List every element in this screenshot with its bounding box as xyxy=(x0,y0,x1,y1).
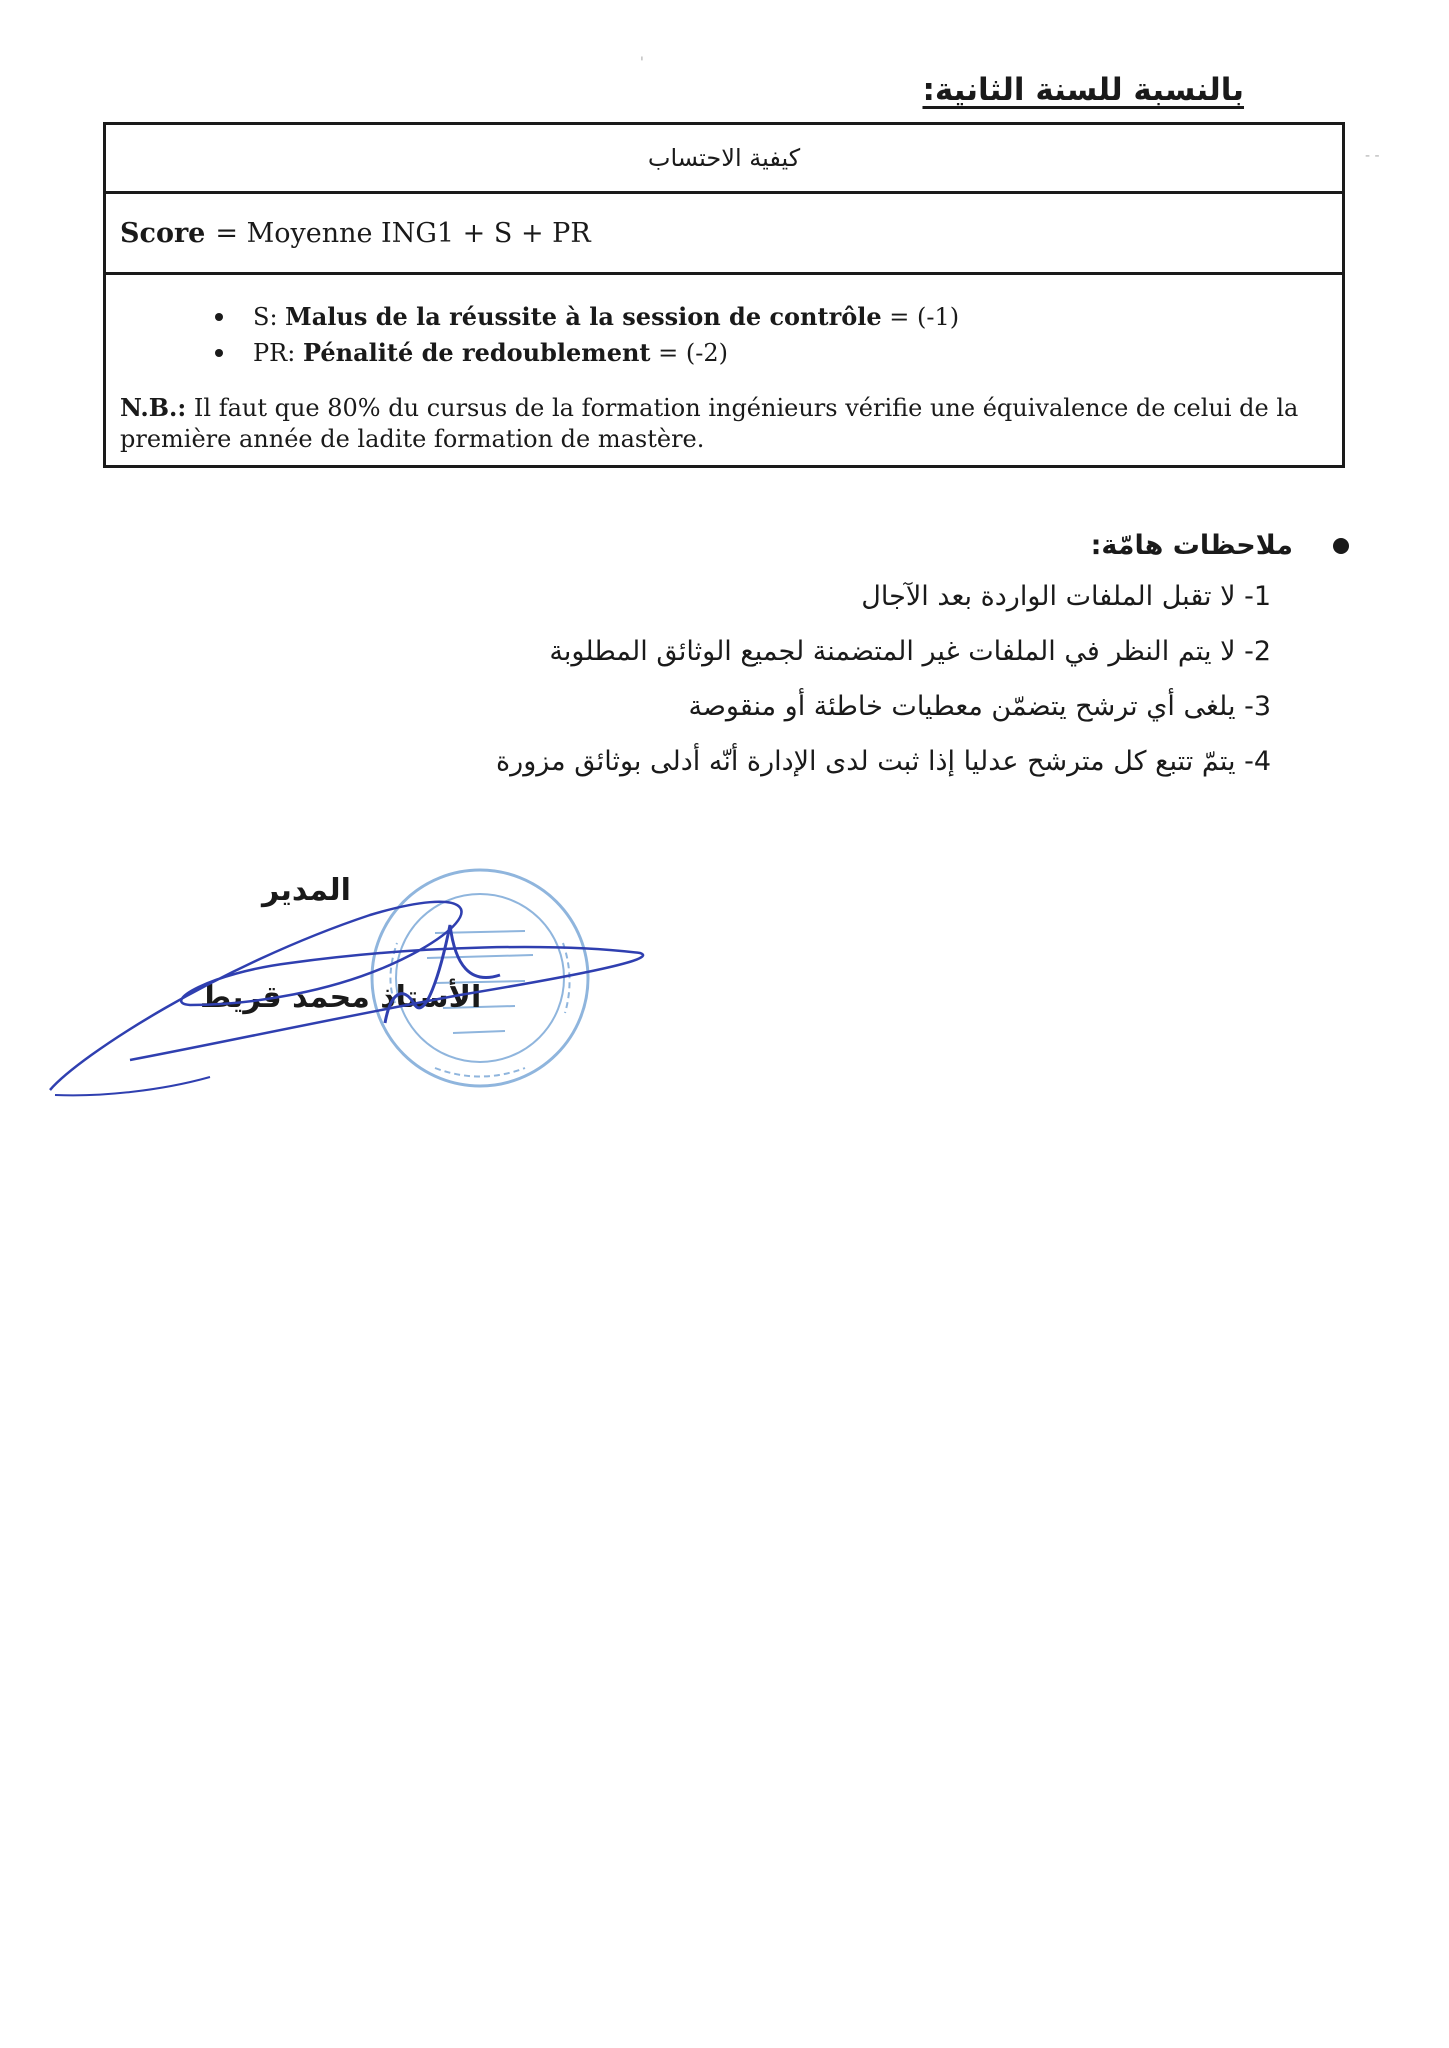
penalty-item-pr xyxy=(215,337,1328,369)
penalty-value: = (-1) xyxy=(889,303,960,331)
score-label: Score xyxy=(120,217,206,249)
note-item: 1- لا تقبل الملفات الواردة بعد الآجال xyxy=(861,581,1271,612)
director-name: الأستاذ محمد قريط xyxy=(200,980,482,1015)
important-notes-title: ملاحظات هامّة: xyxy=(1090,530,1293,561)
penalty-list xyxy=(120,301,1328,370)
bullet-dot-icon xyxy=(1333,538,1349,554)
director-title: المدير xyxy=(262,873,351,908)
penalty-value: = (-2) xyxy=(658,339,728,368)
section-heading: بالنسبة للسنة الثانية: xyxy=(922,72,1244,108)
scan-artifact: - - xyxy=(1365,148,1380,164)
important-notes xyxy=(496,530,1349,799)
score-formula xyxy=(106,194,1342,275)
important-notes-title-row xyxy=(549,530,1349,561)
penalty-term: PR: xyxy=(253,339,296,368)
nota-bene xyxy=(120,392,1328,455)
nota-bene-label: N.B.: xyxy=(120,392,187,422)
note-item: 3- يلغى أي ترشح يتضمّن معطيات خاطئة أو منقوصة xyxy=(688,691,1271,723)
handwritten-signature-icon xyxy=(40,855,660,1115)
penalty-description: Malus de la réussite à la session de contrôle xyxy=(285,302,882,331)
scan-artifact: ' xyxy=(640,55,644,71)
penalty-description: Pénalité de redoublement xyxy=(302,338,651,368)
penalty-item-s xyxy=(215,301,1328,333)
important-notes-list xyxy=(496,579,1349,779)
note-item: 4- يتمّ تتبع كل مترشح عدليا إذا ثبت لدى الإدارة أنّه أدلى بوثائق مزورة xyxy=(496,746,1271,778)
score-formula-expression: = Moyenne ING1 + S + PR xyxy=(215,217,591,249)
calculation-table xyxy=(103,122,1345,468)
nota-bene-text: Il faut que 80% du cursus de la formation ingénieurs vérifie une équivalence de celui de la première année de ladite formation de mastère. xyxy=(120,393,1299,453)
calculation-details xyxy=(106,275,1342,465)
penalty-term: S: xyxy=(253,303,278,331)
calculation-table-header: كيفية الاحتساب xyxy=(106,125,1342,194)
signature-block xyxy=(40,855,660,1115)
note-item: 2- لا يتم النظر في الملفات غير المتضمنة لجميع الوثائق المطلوبة xyxy=(549,636,1271,668)
